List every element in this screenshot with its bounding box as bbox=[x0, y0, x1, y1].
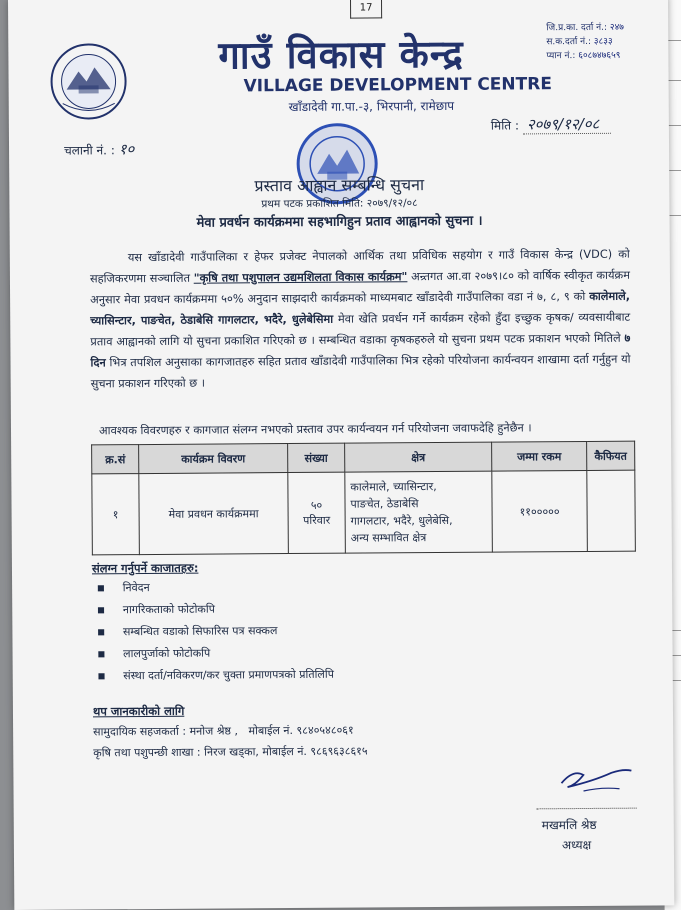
program-table bbox=[91, 441, 636, 556]
org-title-english: VILLAGE DEVELOPMENT CENTRE bbox=[243, 74, 552, 97]
cell-count: ५० परिवार bbox=[288, 472, 346, 553]
contact-line: कृषि तथा पशुपन्छी शाखा : निरज खड्का, मोबाईल नं. ९८६९६३८६१५ bbox=[93, 744, 368, 760]
deadline-days: ७ दिन bbox=[90, 331, 631, 370]
list-item: ■ लालपुर्जाको फोटोकपि bbox=[97, 640, 597, 665]
col-header-count: संख्या bbox=[288, 443, 345, 472]
table-row bbox=[92, 470, 636, 555]
list-item: ■ नागरिकताको फोटोकपि bbox=[97, 596, 597, 621]
list-item: ■ सम्बन्धित वडाको सिफारिस पत्र सक्कल bbox=[97, 618, 597, 643]
cell-area: कालेमाले, च्यासिन्टार, पाङचेत, ठेडाबेसि गागलटार, भदैरे, धुलेबेसि, अन्य सम्भावित क्षेत्र bbox=[345, 471, 493, 553]
required-docs-list bbox=[97, 574, 598, 687]
reg-line: स.क.दर्ता नं.: ३८३३ bbox=[546, 36, 613, 48]
list-item: ■ संस्था दर्ता/नविकरण/कर चुक्ता प्रमाणपत्रको प्रतिलिपि bbox=[98, 662, 598, 687]
signature-scribble bbox=[553, 761, 643, 797]
col-header-remarks: कैफियत bbox=[587, 441, 635, 470]
cell-program: मेवा प्रवधन कार्यक्रममा bbox=[139, 473, 289, 555]
publication-date: प्रथम पटक प्रकाशित मिति: २०७९/१२/०८ bbox=[261, 197, 418, 211]
col-header-area: क्षेत्र bbox=[345, 442, 492, 472]
cell-amount: ११००००० bbox=[492, 470, 588, 552]
notice-title: प्रस्ताव आह्वान सम्बन्धि सुचना bbox=[254, 175, 425, 196]
notice-subtitle: मेवा प्रवर्धन कार्यक्रममा सहभागिहुन प्रताव आह्वानको सुचना । bbox=[196, 213, 483, 231]
col-header-amount: जम्मा रकम bbox=[492, 441, 587, 471]
registration-info bbox=[546, 21, 624, 64]
organization-logo bbox=[48, 41, 129, 122]
page-number: 17 bbox=[350, 0, 382, 19]
signature-line bbox=[537, 808, 637, 810]
contact-line: सामुदायिक सहजकर्ता : मनोज श्रेष्ठ , मोबाईल नं. ९८४०५४८०६१ bbox=[93, 723, 354, 739]
list-item: ■ निवेदन bbox=[97, 574, 597, 599]
letter-date: मिति : २०७९/१२/०८ bbox=[491, 114, 612, 135]
col-header-sn: क्र.सं bbox=[92, 445, 139, 474]
reg-line: जि.प्र.का. दर्ता नं.: २४७ bbox=[546, 22, 624, 34]
notice-body: यस खाँडादेवी गाउँपालिका र हेफर प्रजेक्ट नेपालको आर्थिक तथा प्रविधिक सहयोग र गाउँ विकास केन्द्र (VDC) को सहजिकरणमा सञ्चालित "कृषि तथा पशुपालन उद्यमशिलता विकास कार्यक्रम" अन्र्तगत आ.वा २०७९।८० को वार्षिक स्वीकृत कार्यक्रम अनुसार मेवा प्रवधन कार्यक्रममा ५०% अनुदान साझदारी कार्यक्रमको माध्यमबाट खाँडादेवी गाउँपालिका वडा नं ७, ८, ९ को कालेमाले, च्यासिन्टार, पाङचेत, ठेडाबेसि गागलटार, भदैरे, धुलेबेसिमा मेवा खेति प्रवर्धन गर्ने कार्यक्रम रहेको हुँदा इच्छुक कृषक/ व्यवसायीबाट प्रताव आह्वानको लागि यो सुचना प्रकाशित गरिएको छ । सम्बन्धित वडाका कृषकहरुले यो सुचना प्रथम पटक प्रकाशन भएको मितिले ७ दिन भित्र तपशिल अनुसाका कागजातहरु सहित प्रताव खाँडादेवी गाउँपालिका भित्र रहेको परियोजना कार्यन्वयन शाखामा दर्ता गर्नुहुन यो सुचना प्रकाशन गरिएको छ । bbox=[89, 247, 631, 391]
org-address: खाँडादेवी गा.पा.-३, भिरपानी, रामेछाप bbox=[288, 98, 455, 115]
org-title-nepali: गाउँ विकास केन्द्र bbox=[218, 31, 464, 78]
required-docs-title: संलग्न गर्नुपर्ने काजातहरु: bbox=[91, 560, 199, 576]
table-header-row bbox=[92, 441, 635, 474]
reg-line: प्यान नं.: ६०८७४७६५९ bbox=[546, 50, 621, 62]
signatory-title: अध्यक्ष bbox=[561, 837, 592, 853]
cell-remarks bbox=[587, 470, 636, 551]
contact-title: थप जानकारीको लागि bbox=[92, 703, 185, 719]
program-name: "कृषि तथा पशुपालन उद्यमशिलता विकास कार्यक्रम" bbox=[193, 270, 408, 285]
col-header-program: कार्यक्रम विवरण bbox=[139, 444, 288, 474]
notice-paper bbox=[8, 0, 674, 910]
signatory-name: मखमलि श्रेष्ठ bbox=[541, 817, 597, 833]
cell-sn: १ bbox=[92, 474, 140, 555]
target-areas: कालेमाले, च्यासिन्टार, पाङचेत, ठेडाबेसि गागलटार, भदैरे, धुलेबेसिमा bbox=[90, 289, 631, 328]
table-caption: आवश्यक विवरणहरु र कागजात संलग्न नभएको प्रस्ताव उपर कार्यन्वयन गर्न परियोजना जवाफदेहि हुनेछैन । bbox=[98, 421, 532, 438]
letter-number: चलानी नं. : १० bbox=[64, 140, 135, 159]
